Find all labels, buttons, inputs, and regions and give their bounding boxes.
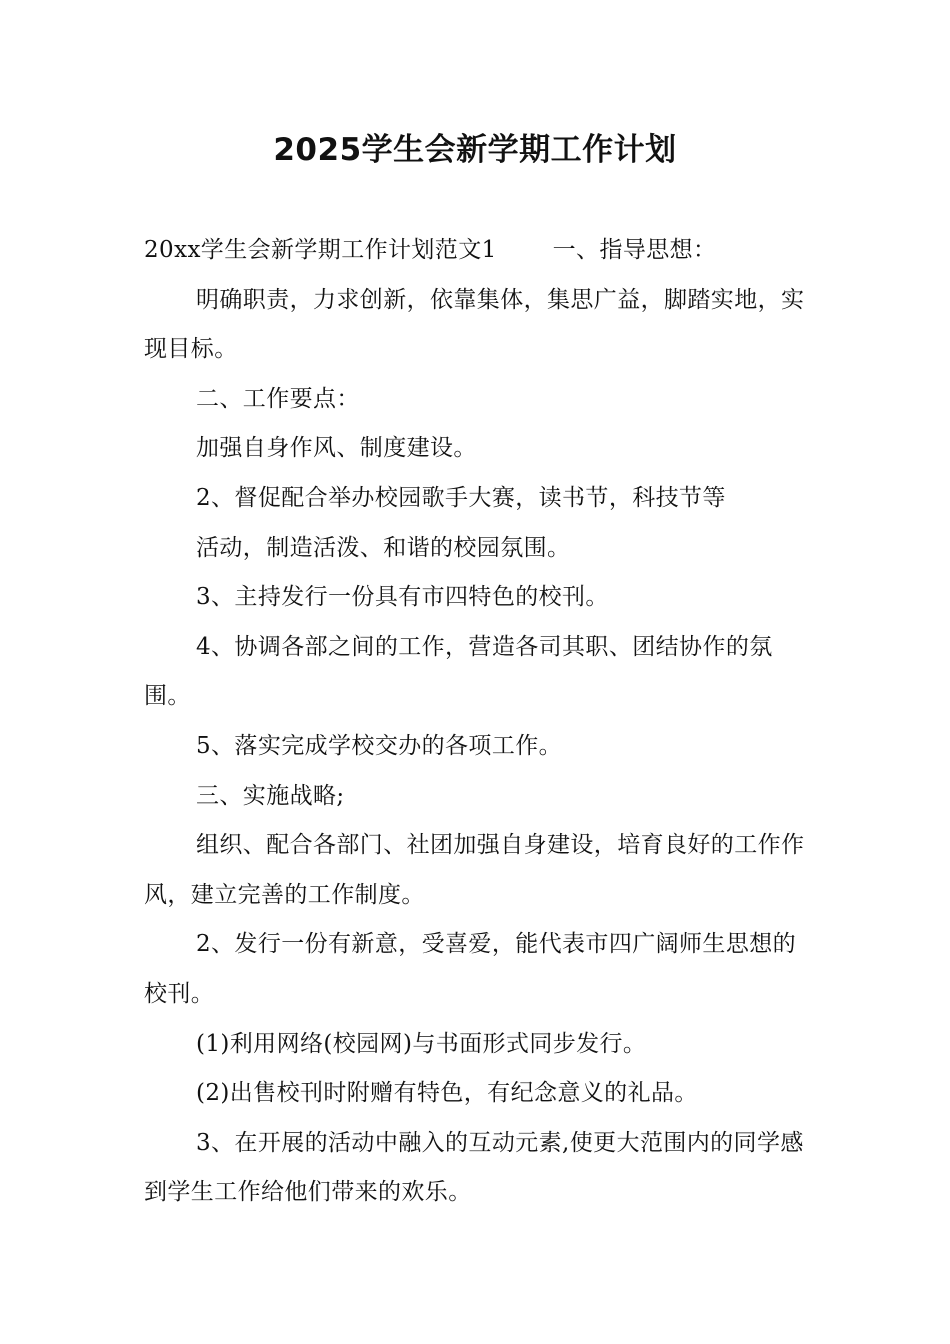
paragraph-heading-sample: 20xx学生会新学期工作计划范文1: [144, 237, 497, 263]
paragraph-intro: [144, 226, 808, 276]
paragraph-point-1: 加强自身作风、制度建设。: [196, 435, 477, 462]
paragraph-strategy-2-1: (1)利用网络(校园网)与书面形式同步发行。: [196, 1030, 647, 1057]
paragraph-strategy-2-2: (2)出售校刊时附赠有特色，有纪念意义的礼品。: [196, 1080, 698, 1107]
paragraph-point-3: 3、主持发行一份具有市四特色的校刊。: [196, 584, 609, 611]
paragraph-strategy-2: 2、发行一份有新意，受喜爱，能代表市四广阔师生思想的校刊。: [144, 931, 797, 1007]
paragraph-section-one: 一、指导思想：: [552, 237, 717, 263]
paragraph-strategy-3: 3、在开展的活动中融入的互动元素,使更大范围内的同学感到学生工作给他们带来的欢乐。: [144, 1129, 804, 1206]
paragraph-point-4: 4、协调各部之间的工作，营造各司其职、团结协作的氛围。: [144, 633, 773, 710]
paragraph-point-5: 5、落实完成学校交办的各项工作。: [196, 732, 563, 759]
paragraph-point-2a: 2、督促配合举办校园歌手大赛，读书节，科技节等: [196, 484, 726, 511]
paragraph-point-2b: 活动，制造活泼、和谐的校园氛围。: [196, 534, 571, 561]
document-body: [144, 226, 808, 1218]
document-title: 2025学生会新学期工作计划: [273, 132, 677, 168]
paragraph-section-three: 三、实施战略;: [196, 782, 345, 809]
paragraph-section-two: 二、工作要点：: [196, 385, 360, 412]
paragraph-strategy-1: 组织、配合各部门、社团加强自身建设，培育良好的工作作风，建立完善的工作制度。: [144, 832, 805, 908]
paragraph-guiding-principle: 明确职责，力求创新，依靠集体，集思广益，脚踏实地，实现目标。: [144, 286, 805, 363]
